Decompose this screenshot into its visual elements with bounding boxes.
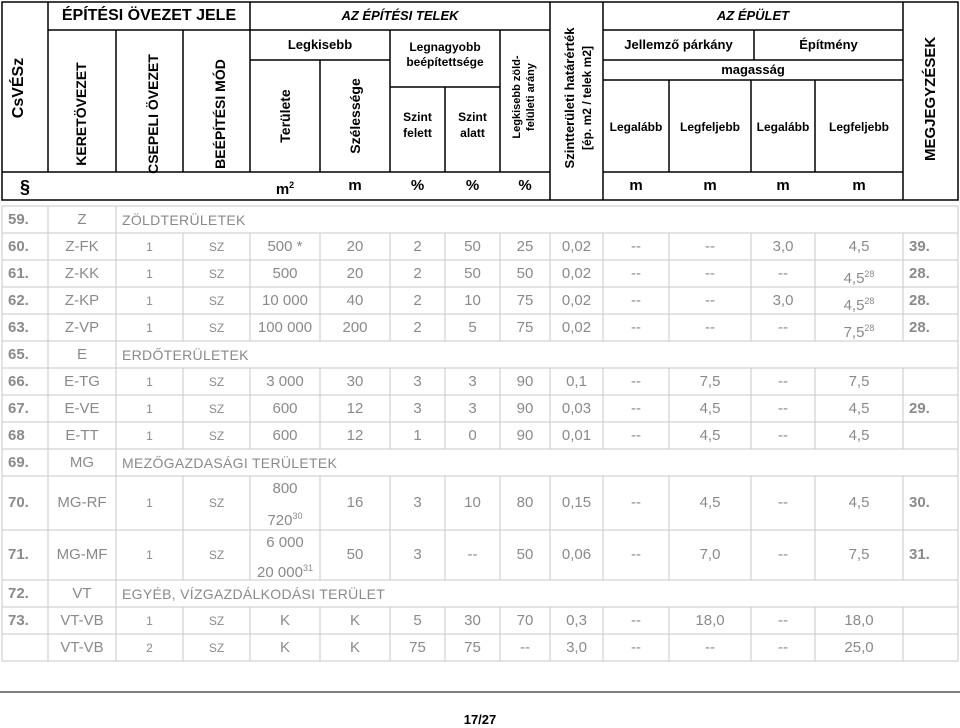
magassag-header: magasság	[721, 62, 785, 77]
cell-code: VT-VB	[60, 611, 104, 629]
cell-f: 3	[413, 399, 422, 417]
row-number: 59.	[8, 210, 29, 228]
cell-e2: 4,5	[848, 426, 870, 444]
beepitesi-mod-header: BEÉPÍTÉSI MÓD	[212, 59, 228, 169]
cell-num: 61.	[8, 264, 29, 282]
cell-al: 30	[464, 611, 481, 629]
cell-b: SZ	[208, 548, 225, 562]
cell-p2: 4,5	[699, 494, 721, 511]
table-body	[0, 202, 960, 670]
cell-e1: --	[778, 494, 788, 511]
cell-a: 1	[146, 320, 153, 335]
cell-area: 600	[272, 399, 298, 417]
cell-e2: 7,5	[848, 546, 870, 563]
cell-f: 75	[409, 638, 426, 656]
cell-e2: 4,5	[848, 399, 870, 417]
csepeli-ovezet-header: CSEPELI ÖVEZET	[145, 54, 161, 174]
zold-header-line2: felületi arány	[525, 63, 537, 131]
cell-b: SZ	[208, 320, 225, 335]
jellemzo-parkany-header: Jellemző párkány	[624, 37, 733, 52]
cell-note: 30.	[909, 494, 930, 511]
cell-al: 0	[468, 426, 477, 444]
cell-a: 1	[146, 374, 153, 389]
cell-area: 6 000	[266, 534, 304, 551]
cell-b: SZ	[208, 401, 225, 416]
cell-code: E-TG	[64, 372, 100, 390]
cell-b: SZ	[208, 293, 225, 308]
cell-code: Z-KK	[64, 264, 100, 282]
legkisebb-header: Legkisebb	[287, 37, 353, 52]
cell-sz: 0,06	[561, 546, 592, 563]
cell-p2: 7,0	[699, 546, 721, 563]
cell-al: 50	[464, 264, 481, 282]
cell-code: E-VE	[64, 399, 100, 417]
row-code: E	[76, 345, 87, 363]
cell-p2: --	[705, 264, 715, 282]
unit-legalabb-1: m	[629, 177, 643, 194]
cell-w: 50	[346, 546, 364, 563]
cell-w: 20	[346, 264, 364, 282]
cell-code: Z-KP	[64, 291, 100, 309]
cell-p2: 4,5	[699, 426, 721, 444]
cell-area: 800	[272, 480, 298, 497]
cell-p1: --	[631, 372, 641, 390]
terulete-header: Területe	[277, 89, 293, 143]
cell-sz: 0,02	[561, 291, 592, 309]
cell-num: 70.	[8, 494, 29, 511]
cell-e1: --	[778, 372, 788, 390]
cell-e2: 25,0	[844, 638, 874, 656]
e2-value: 7,5	[843, 323, 865, 341]
cell-e1: --	[778, 546, 788, 563]
cell-w: 20	[346, 237, 364, 255]
cell-z: --	[520, 638, 530, 656]
cell-sz: 0,02	[561, 318, 592, 336]
unit-m: m	[275, 181, 290, 198]
cell-w: 200	[342, 318, 368, 336]
unit-legalabb-2: m	[776, 177, 790, 194]
keretovezet-header: KERETÖVEZET	[73, 62, 89, 166]
table-header	[0, 0, 960, 202]
cell-b: SZ	[208, 428, 225, 443]
legfeljebb-header-2: Legfeljebb	[828, 120, 889, 134]
epitmeny-header: Építmény	[799, 37, 858, 52]
cell-b: SZ	[208, 640, 225, 655]
cell-w: 12	[346, 426, 364, 444]
cell-al: 10	[464, 291, 481, 309]
e2-footnote: 28	[864, 268, 875, 279]
cell-num: 71.	[8, 546, 29, 563]
cell-al: 50	[464, 237, 481, 255]
section-sign: §	[19, 177, 30, 197]
cell-a: 1	[146, 266, 153, 281]
cell-code: Z-VP	[64, 318, 100, 336]
cell-sz: 0,02	[561, 264, 592, 282]
cell-e2	[821, 265, 897, 288]
szintteruleti-header-line2: [ép. m2 / telek m2]	[580, 45, 594, 151]
cell-f: 2	[413, 291, 422, 309]
legnagyobb-header-line2: beépítettsége	[406, 55, 484, 69]
cell-area: 600	[272, 426, 298, 444]
cell-p1: --	[631, 237, 641, 255]
cell-p2: --	[705, 638, 715, 656]
megjegyzesek-header: MEGJEGYZÉSEK	[922, 36, 939, 161]
section-title: EGYÉB, VÍZGAZDÁLKODÁSI TERÜLET	[122, 585, 386, 602]
cell-num: 67.	[8, 399, 29, 417]
cell-a: 2	[146, 640, 153, 655]
row-number: 65.	[8, 345, 29, 363]
cell-w: 30	[346, 372, 364, 390]
cell-z: 80	[516, 494, 534, 511]
cell-a: 1	[146, 293, 153, 308]
cell-code: MG-RF	[57, 494, 107, 511]
legfeljebb-header-1: Legfeljebb	[679, 120, 740, 134]
cell-e1: 3,0	[772, 237, 794, 255]
cell-a: 1	[146, 613, 153, 628]
cell-area: 10 000	[262, 291, 308, 309]
cell-z: 50	[516, 546, 534, 563]
cell-f: 2	[413, 237, 422, 255]
cell-p2: 18,0	[695, 611, 725, 629]
csvesz-header: CsVÉSz	[10, 57, 27, 119]
cell-note: 29.	[909, 399, 930, 417]
section-title: MEZŐGAZDASÁGI TERÜLETEK	[122, 454, 338, 471]
unit-szelessege: m	[348, 177, 362, 194]
legnagyobb-header-line1: Legnagyobb	[409, 40, 481, 54]
unit-legfeljebb-1: m	[703, 177, 717, 194]
area-alt-value: 720	[267, 512, 293, 529]
cell-code: MG-MF	[56, 546, 108, 563]
szelessege-header: Szélessége	[347, 78, 363, 154]
cell-area: 3 000	[266, 372, 304, 390]
cell-num: 62.	[8, 291, 29, 309]
cell-e1: --	[778, 399, 788, 417]
cell-al: 5	[468, 318, 477, 336]
cell-area: 500 *	[267, 237, 303, 255]
unit-szint-felett: %	[410, 177, 425, 194]
unit-zold: %	[518, 177, 532, 194]
cell-z: 70	[516, 611, 534, 629]
cell-note: 39.	[909, 237, 930, 255]
szint-felett-line1: Szint	[403, 110, 432, 124]
cell-a: 1	[146, 239, 153, 254]
cell-f: 3	[413, 494, 422, 511]
zold-header-line1: Legkisebb zöld-	[511, 55, 523, 139]
cell-z: 25	[516, 237, 534, 255]
row-code: Z	[77, 210, 87, 228]
cell-sz: 0,15	[561, 494, 592, 511]
cell-area: K	[279, 611, 290, 629]
szintteruleti-header-line1: Szintterületi határérték	[562, 27, 577, 169]
cell-b: SZ	[208, 496, 225, 510]
cell-num: 63.	[8, 318, 29, 336]
cell-e1: --	[778, 318, 788, 336]
cell-p1: --	[631, 611, 641, 629]
legalabb-header-2: Legalább	[756, 120, 810, 134]
az-epulet-header: AZ ÉPÜLET	[716, 8, 790, 23]
cell-num: 60.	[8, 237, 29, 255]
cell-num: 73.	[8, 611, 29, 629]
cell-w: K	[349, 638, 360, 656]
cell-al: 3	[468, 399, 477, 417]
cell-e2	[821, 319, 897, 342]
cell-e2: 4,5	[848, 237, 870, 255]
cell-z: 90	[516, 372, 534, 390]
cell-w: 16	[346, 494, 364, 511]
cell-num: 68	[8, 426, 25, 444]
cell-code: VT-VB	[60, 638, 104, 656]
cell-sz: 0,1	[566, 372, 587, 390]
unit-terulete	[250, 178, 320, 197]
legalabb-header-1: Legalább	[609, 120, 663, 134]
az-epitesi-telek-header: AZ ÉPÍTÉSI TELEK	[341, 8, 459, 23]
header-grid	[0, 0, 960, 202]
cell-code: Z-FK	[65, 237, 99, 255]
szint-alatt-line2: alatt	[460, 126, 485, 140]
row-code: VT	[72, 584, 92, 602]
cell-z: 75	[516, 318, 534, 336]
cell-p1: --	[631, 494, 641, 511]
cell-sz: 0,02	[561, 237, 592, 255]
row-code: MG	[69, 453, 95, 471]
footer-rule	[0, 690, 960, 696]
cell-f: 5	[413, 611, 422, 629]
cell-b: SZ	[208, 239, 225, 254]
cell-e1: --	[778, 638, 788, 656]
cell-z: 75	[516, 291, 534, 309]
cell-p1: --	[631, 291, 641, 309]
cell-p2: --	[705, 237, 715, 255]
cell-p1: --	[631, 399, 641, 417]
cell-e1: --	[778, 264, 788, 282]
cell-area-alt	[256, 507, 314, 530]
cell-z: 50	[516, 264, 534, 282]
szint-alatt-line1: Szint	[458, 110, 487, 124]
cell-p1: --	[631, 264, 641, 282]
cell-z: 90	[516, 399, 534, 417]
area-alt-value: 20 000	[257, 564, 303, 581]
cell-al: --	[467, 546, 478, 563]
cell-a: 1	[146, 401, 153, 416]
e2-value: 4,5	[843, 296, 865, 314]
cell-a: 1	[146, 496, 153, 510]
cell-e2	[821, 292, 897, 315]
cell-a: 1	[146, 428, 153, 443]
cell-e1: 3,0	[772, 291, 794, 309]
e2-value: 4,5	[843, 269, 865, 287]
cell-b: SZ	[208, 374, 225, 389]
cell-area: 500	[272, 264, 298, 282]
area-alt-footnote: 31	[302, 563, 313, 573]
section-title: ERDŐTERÜLETEK	[122, 346, 249, 363]
cell-p1: --	[631, 426, 641, 444]
cell-al: 10	[464, 494, 481, 511]
cell-f: 2	[413, 318, 422, 336]
cell-area: K	[279, 638, 290, 656]
szint-felett-line2: felett	[403, 126, 432, 140]
cell-al: 75	[464, 638, 481, 656]
cell-al: 3	[468, 372, 477, 390]
cell-code: E-TT	[65, 426, 99, 444]
cell-area: 100 000	[257, 318, 313, 336]
cell-e2: 7,5	[848, 372, 870, 390]
section-title: ZÖLDTERÜLETEK	[122, 211, 246, 228]
cell-f: 1	[413, 426, 422, 444]
cell-p1: --	[631, 318, 641, 336]
row-number: 72.	[8, 584, 29, 602]
cell-f: 2	[413, 264, 422, 282]
cell-note: 28.	[909, 264, 930, 282]
unit-sup: 2	[289, 180, 295, 190]
cell-sz: 3,0	[566, 638, 587, 656]
cell-e2: 4,5	[848, 494, 870, 511]
cell-w: K	[349, 611, 360, 629]
page-number: 17/27	[463, 712, 497, 727]
cell-num: 66.	[8, 372, 29, 390]
cell-p2: --	[705, 318, 715, 336]
cell-z: 90	[516, 426, 534, 444]
cell-e2: 18,0	[844, 611, 874, 629]
cell-f: 3	[413, 372, 422, 390]
area-alt-footnote: 30	[292, 511, 303, 521]
cell-note: 28.	[909, 291, 930, 309]
e2-footnote: 28	[864, 322, 875, 333]
cell-f: 3	[413, 546, 422, 563]
cell-note: 31.	[909, 546, 930, 563]
cell-e1: --	[778, 426, 788, 444]
cell-sz: 0,03	[561, 399, 592, 417]
row-number: 69.	[8, 453, 29, 471]
cell-p2: 7,5	[699, 372, 721, 390]
epitesi-ovezet-jele-header: ÉPÍTÉSI ÖVEZET JELE	[61, 7, 237, 24]
e2-footnote: 28	[864, 295, 875, 306]
cell-p1: --	[631, 638, 641, 656]
cell-p2: 4,5	[699, 399, 721, 417]
cell-a: 1	[146, 548, 153, 562]
cell-area-alt	[256, 559, 314, 582]
unit-legfeljebb-2: m	[852, 177, 866, 194]
cell-b: SZ	[208, 613, 225, 628]
cell-sz: 0,3	[566, 611, 587, 629]
cell-w: 40	[346, 291, 364, 309]
cell-note: 28.	[909, 318, 930, 336]
cell-b: SZ	[208, 266, 225, 281]
cell-p1: --	[631, 546, 641, 563]
cell-p2: --	[705, 291, 715, 309]
cell-w: 12	[346, 399, 364, 417]
cell-sz: 0,01	[561, 426, 592, 444]
unit-szint-alatt: %	[465, 177, 480, 194]
cell-e1: --	[778, 611, 788, 629]
